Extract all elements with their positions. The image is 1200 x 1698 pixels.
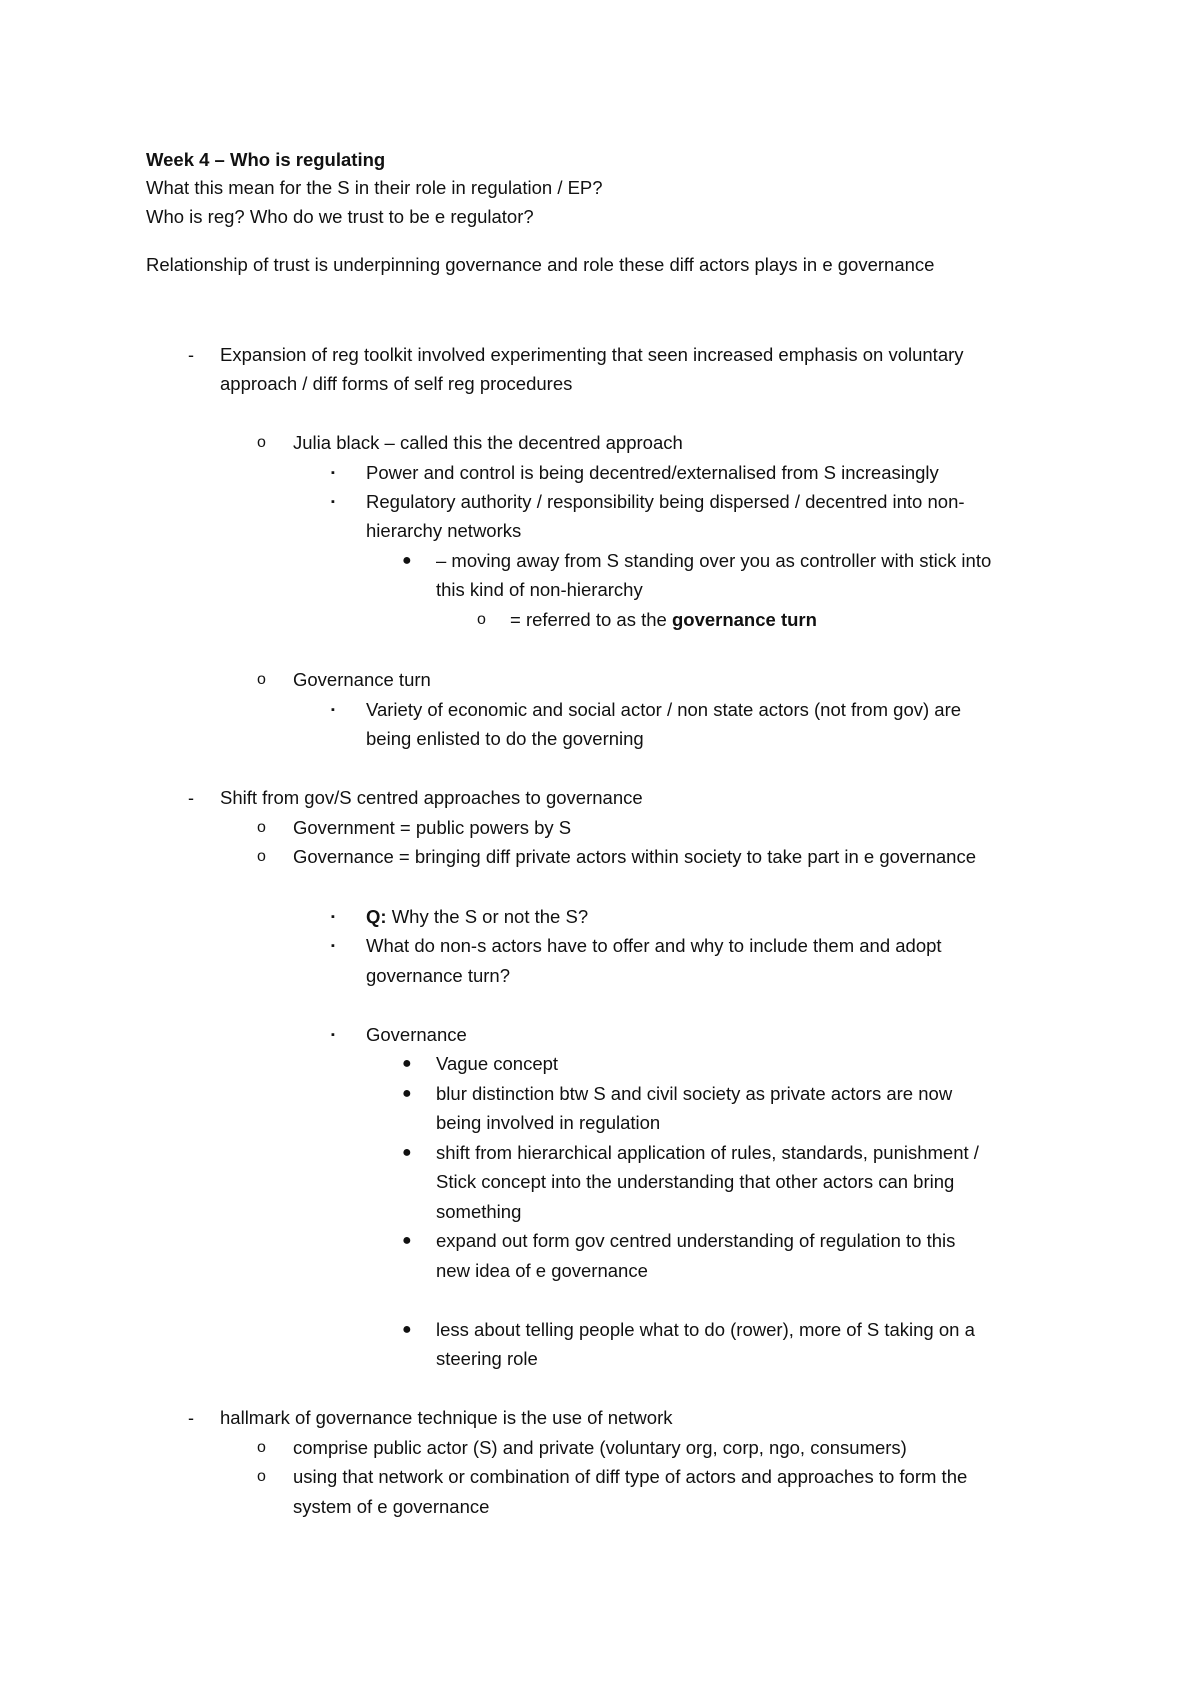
dot-bullet: ● xyxy=(402,1232,412,1249)
list-item-text: comprise public actor (S) and private (voluntary org, corp, ngo, consumers) xyxy=(293,1437,907,1458)
page-title: Week 4 – Who is regulating xyxy=(146,149,386,170)
circle-bullet: o xyxy=(257,848,266,865)
list-item-text: hierarchy networks xyxy=(366,520,522,541)
question-label: Q: xyxy=(366,906,387,927)
list-item-text: new idea of e governance xyxy=(436,1260,648,1281)
dot-bullet: ● xyxy=(402,552,412,569)
list-item-text: approach / diff forms of self reg procedures xyxy=(220,373,573,394)
square-bullet: ▪ xyxy=(331,704,335,716)
list-item-text: hallmark of governance technique is the use of network xyxy=(220,1407,673,1428)
list-item-text: shift from hierarchical application of rules, standards, punishment / xyxy=(436,1142,979,1163)
square-bullet: ▪ xyxy=(331,911,335,923)
list-item-text: Regulatory authority / responsibility being dispersed / decentred into non- xyxy=(366,491,965,512)
dash-bullet: - xyxy=(188,1408,194,1428)
square-bullet: ▪ xyxy=(331,1029,335,1041)
subtitle-line: Who is reg? Who do we trust to be e regulator? xyxy=(146,206,534,227)
list-item-text: What do non-s actors have to offer and why to include them and adopt xyxy=(366,935,942,956)
list-item-text: Shift from gov/S centred approaches to governance xyxy=(220,787,643,808)
list-item-text: Julia black – called this the decentred approach xyxy=(293,432,683,453)
list-item-text: being involved in regulation xyxy=(436,1112,661,1133)
list-item-text: Power and control is being decentred/externalised from S increasingly xyxy=(366,462,939,483)
square-bullet: ▪ xyxy=(331,940,335,952)
dot-bullet: ● xyxy=(402,1055,412,1072)
list-item-text: Governance = bringing diff private actors within society to take part in e governance xyxy=(293,846,977,867)
list-item-text xyxy=(510,608,817,632)
dot-bullet: ● xyxy=(402,1321,412,1338)
dash-bullet: - xyxy=(188,345,194,365)
list-item-text: less about telling people what to do (rower), more of S taking on a xyxy=(436,1319,975,1340)
list-item-text: this kind of non-hierarchy xyxy=(436,579,643,600)
circle-bullet: o xyxy=(257,1439,266,1456)
dash-bullet: - xyxy=(188,788,194,808)
governance-turn-term: governance turn xyxy=(671,609,817,630)
list-item-text: – moving away from S standing over you as controller with stick into xyxy=(436,550,992,571)
question-text: Why the S or not the S? xyxy=(386,906,589,927)
list-item-text: steering role xyxy=(436,1348,538,1369)
dot-bullet: ● xyxy=(402,1144,412,1161)
circle-bullet: o xyxy=(257,671,266,688)
list-item-text: expand out form gov centred understanding of regulation to this xyxy=(436,1230,956,1251)
list-item-text: something xyxy=(436,1201,522,1222)
list-item-text: using that network or combination of diff type of actors and approaches to form the xyxy=(293,1466,968,1487)
subtitle-line: What this mean for the S in their role in regulation / EP? xyxy=(146,177,603,198)
list-item-text: Variety of economic and social actor / non state actors (not from gov) are xyxy=(366,699,962,720)
square-bullet: ▪ xyxy=(331,496,335,508)
list-item-text: governance turn? xyxy=(366,965,510,986)
circle-bullet: o xyxy=(257,819,266,836)
list-item-text: system of e governance xyxy=(293,1496,490,1517)
list-item-text xyxy=(366,905,588,929)
list-item-text: being enlisted to do the governing xyxy=(366,728,644,749)
list-item-text: blur distinction btw S and civil society as private actors are now xyxy=(436,1083,953,1104)
referred-text: = referred to as the xyxy=(510,609,672,630)
dot-bullet: ● xyxy=(402,1085,412,1102)
intro-paragraph: Relationship of trust is underpinning governance and role these diff actors plays in e governance xyxy=(146,254,935,275)
list-item-text: Government = public powers by S xyxy=(293,817,572,838)
circle-bullet: o xyxy=(477,611,486,628)
list-item-text: Governance turn xyxy=(293,669,431,690)
list-item-text: Governance xyxy=(366,1024,467,1045)
square-bullet: ▪ xyxy=(331,467,335,479)
list-item-text: Stick concept into the understanding that other actors can bring xyxy=(436,1171,955,1192)
circle-bullet: o xyxy=(257,1468,266,1485)
list-item-text: Expansion of reg toolkit involved experimenting that seen increased emphasis on voluntary xyxy=(220,344,964,365)
list-item-text: Vague concept xyxy=(436,1053,559,1074)
circle-bullet: o xyxy=(257,434,266,451)
